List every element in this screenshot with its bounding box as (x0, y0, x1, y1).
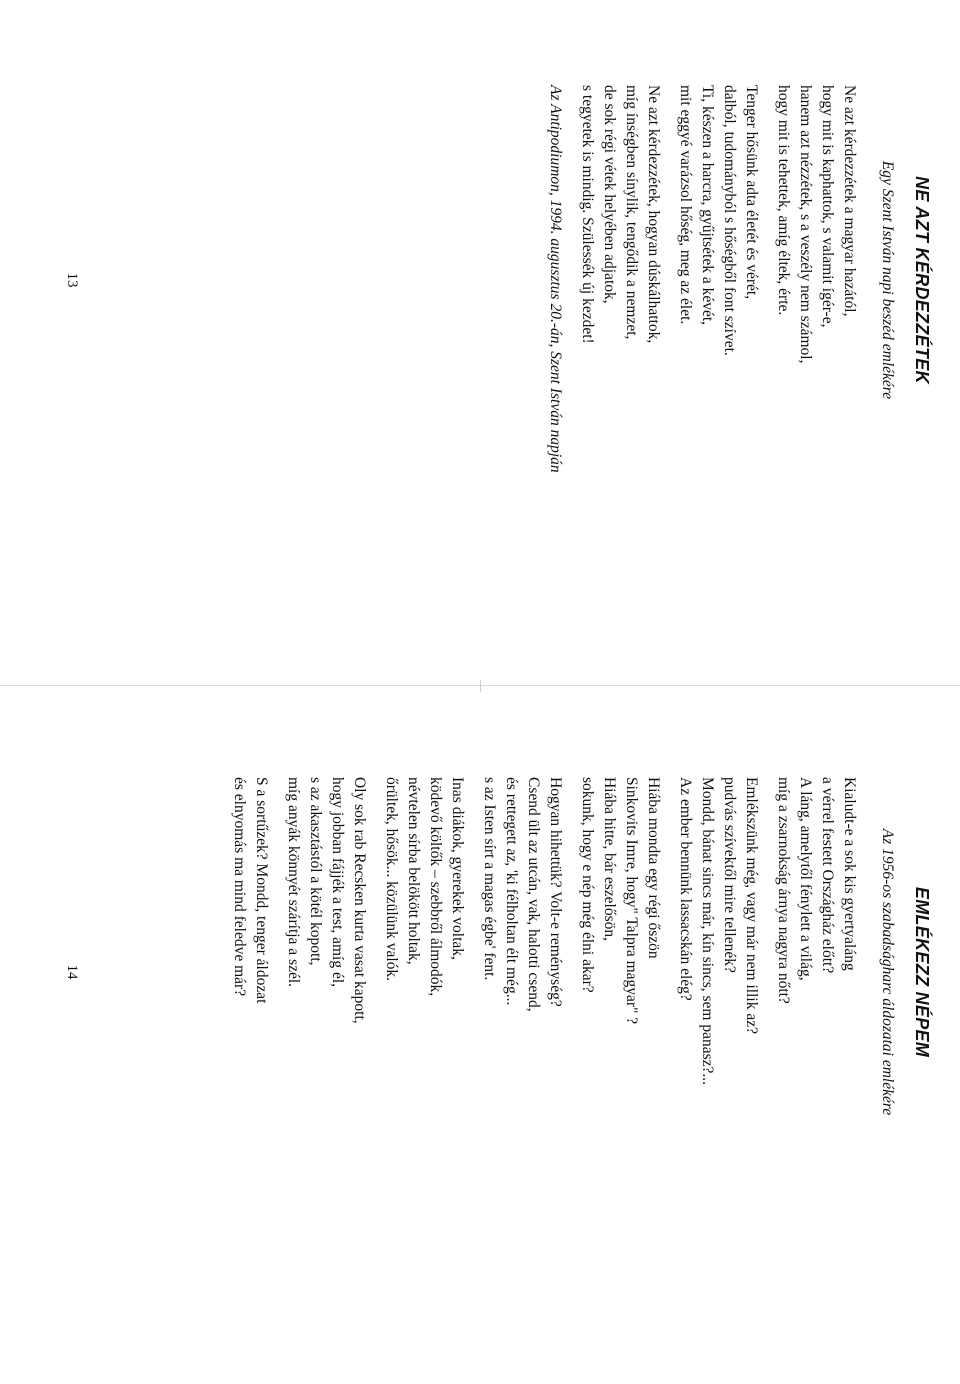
poem-line: Ne azt kérdezzétek, hogyan dúskálhattok, (645, 85, 662, 344)
poem-line: míg ínségben sínylik, tengődik a nemzet, (623, 85, 640, 340)
poem-line: Ti, készen a harcra, gyűjtsétek a kévét, (699, 85, 716, 326)
stanza (772, 85, 860, 605)
stanza (282, 777, 370, 1297)
poem-line: őrültek, hősök... közülünk valók. (383, 777, 400, 982)
poem-line: A láng, amelytől fénylett a világ, (797, 777, 814, 981)
page-divider-mark (480, 680, 481, 692)
poem-line: Hiába mondta egy régi őszön (645, 777, 662, 959)
poem-line: ködevő költők – szebbről álmodók, (427, 777, 444, 997)
stanza (228, 777, 272, 1297)
poem-title-13: NE AZT KÉRDEZZÉTEK (912, 176, 932, 384)
stanza (576, 777, 664, 1297)
poem-title-14: EMLÉKEZZ NÉPEM (912, 886, 932, 1058)
poem-line: névtelen sírba belökött holtak, (405, 777, 422, 965)
poem-line: Ne azt kérdezzétek a magyar hazától, (841, 85, 858, 317)
stanza (674, 85, 762, 605)
poem-line: Sinkovits Imre, hogy" Talpra magyar" ? (623, 777, 640, 1025)
poem-line: és rettegett az, 'ki félholtan élt még... (503, 777, 520, 1006)
poem-line: Kialudt-e a sok kis gyertyaláng (841, 777, 858, 971)
poem-subtitle-14: Az 1956-os szabadságharc áldozatai emlékére (879, 828, 896, 1116)
poem-line: és elnyomás ma mind feledve már? (231, 777, 248, 997)
poem-line: s az Isten sírt a magas égbe' fent. (481, 777, 498, 981)
poem-line: S a sortűzek? Mondd, tenger áldozat (253, 777, 270, 1004)
stanza (478, 777, 566, 1297)
page-number-13: 13 (64, 272, 80, 288)
poem-line: hogy mit is kaphattok, s valamit ígér-e, (819, 85, 836, 328)
poem-line: de sok régi vétek helyében adjatok, (601, 85, 618, 304)
poem-line: Oly sok rab Recsken kurta vasat kapott, (351, 777, 368, 1024)
poem-line: s az akasztástól a kötél kopott, (307, 777, 324, 966)
poem-line: hanem azt nézzétek, s a veszély nem számol, (797, 85, 814, 364)
poem-line: hogy mit is tehettek, amíg éltek, érte. (775, 85, 792, 316)
poem-body-13 (544, 85, 860, 605)
page-13 (0, 0, 960, 660)
poem-line: hogy jobban fájjék a test, amíg él, (329, 777, 346, 988)
poem-line: Csend ült az utcán, vak, halotti csend, (525, 777, 542, 1012)
poem-subtitle-13: Egy Szent István napi beszéd emlékére (879, 160, 896, 400)
stanza (772, 777, 860, 1297)
page-number-14: 14 (64, 964, 80, 980)
poem-line: Mondd, bánat sincs már, kín sincs, sem panasz?... (699, 777, 716, 1086)
poem-line: sokunk, hogy e nép még élni akar? (579, 777, 596, 993)
poem-line: Inas diákok, gyerekek voltak, (449, 777, 466, 960)
poem-line: Hogyan hihettük? Volt-e reménység? (547, 777, 564, 1007)
poem-signoff: Az Antipodiumon, 1994. augusztus 20.-án, Szent István napján (547, 85, 564, 473)
poem-line: dalból, tudományból s hőségből font szívet. (721, 85, 738, 356)
poem-line: míg anyák könnyét szárítja a szél. (285, 777, 302, 988)
page-14 (0, 692, 960, 1352)
poem-line: pudvás szívektől mire tellenék? (721, 777, 738, 973)
stanza (576, 85, 664, 605)
poem-line: míg a zsarnokság árnya nagyra nőtt? (775, 777, 792, 1004)
poem-line: Az ember bennünk lassacskán elég? (677, 777, 694, 1001)
poem-line: a vérrel festett Országház előtt? (819, 777, 836, 974)
poem-line: Tenger hősünk adta életét és vérét, (743, 85, 760, 300)
poem-line: Emlékszünk még, vagy már nem illik az? (743, 777, 760, 1034)
poem-line: s tegyetek is mindig. Szülessék új kezdet! (579, 85, 596, 344)
poem-body-14 (218, 777, 860, 1297)
stanza (380, 777, 468, 1297)
poem-line: Hiába hitte, bár eszelősön, (601, 777, 618, 941)
stanza (674, 777, 762, 1297)
poem-line: mit eggyé varázsol hőség, meg az élet. (677, 85, 694, 325)
